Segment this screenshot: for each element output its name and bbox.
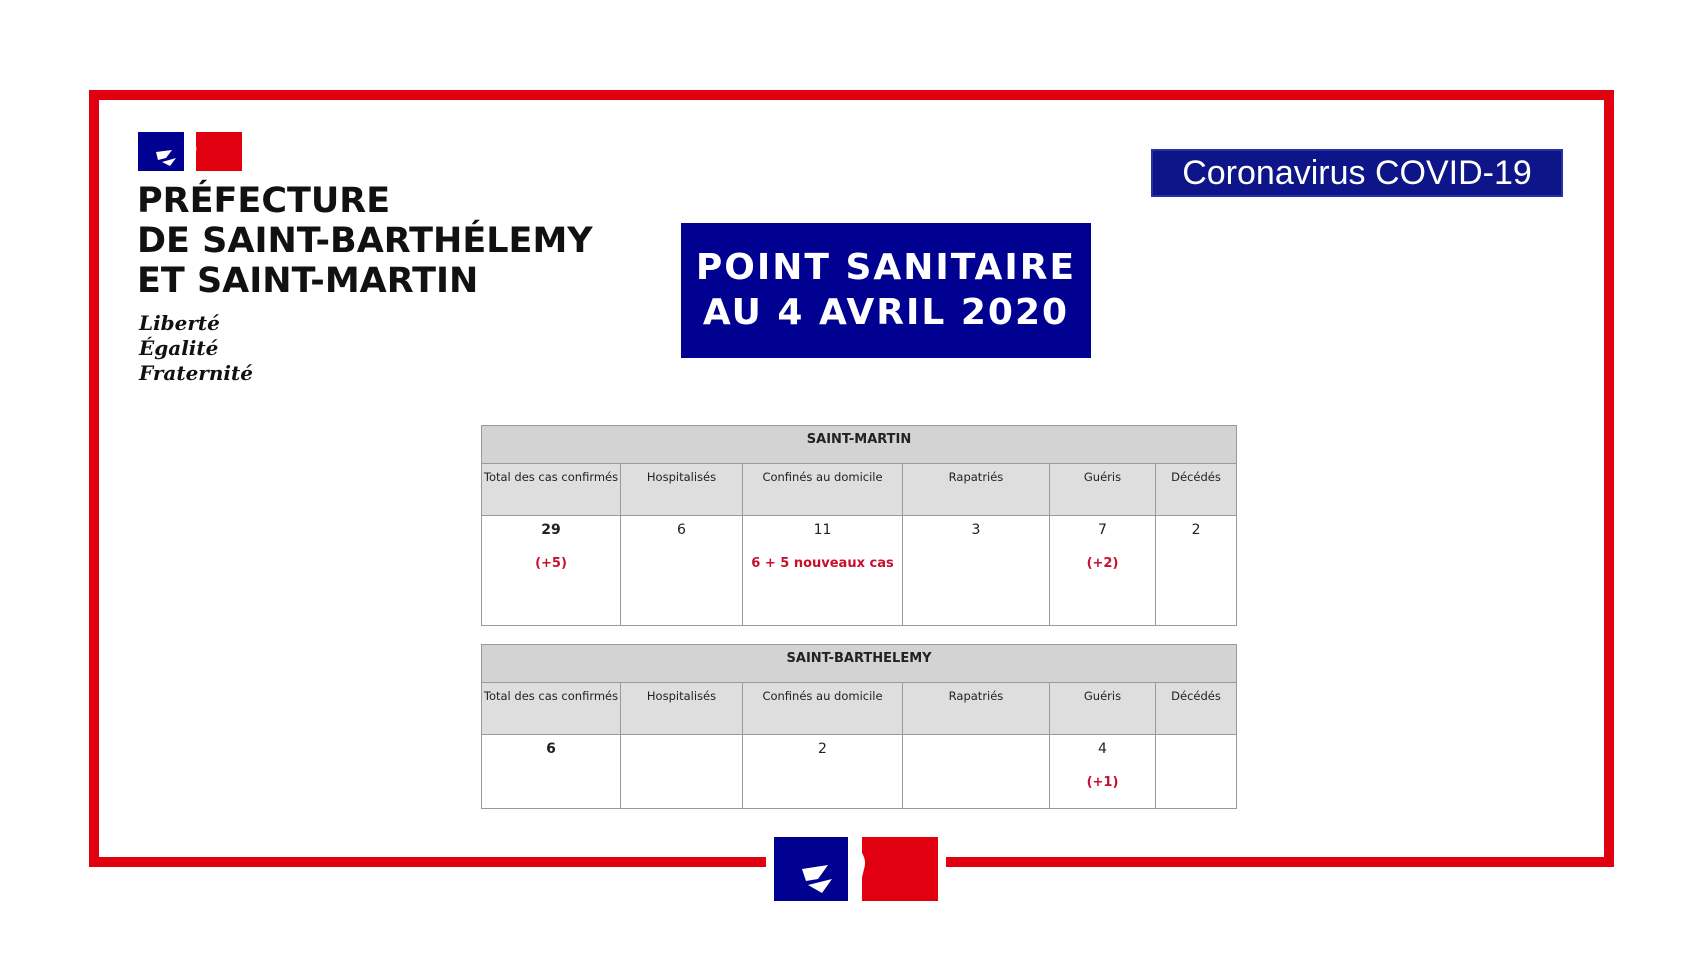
column-header: Total des cas confirmés (482, 464, 621, 516)
title-box (681, 223, 1091, 358)
column-header: Décédés (1156, 683, 1237, 735)
prefecture-line-2: DE SAINT-BARTHÉLEMY (137, 221, 593, 261)
value: 29 (541, 522, 561, 538)
column-header: Rapatriés (903, 683, 1050, 735)
column-header: Guéris (1050, 683, 1156, 735)
column-header: Décédés (1156, 464, 1237, 516)
title-line-1: POINT SANITAIRE (695, 247, 1077, 288)
cell-total (482, 735, 621, 809)
bottom-logo-backdrop (766, 837, 946, 905)
cell-gueris (1050, 516, 1156, 626)
prefecture-name (137, 181, 593, 301)
title-line-2: AU 4 AVRIL 2020 (702, 292, 1070, 333)
cell-rapatries (903, 735, 1050, 809)
delta: (+2) (1086, 556, 1119, 571)
cell-total (482, 516, 621, 626)
motto-egalite: Égalité (139, 336, 219, 360)
saint-martin-table (481, 425, 1237, 626)
column-header: Rapatriés (903, 464, 1050, 516)
cell-confines (743, 516, 903, 626)
marianne-bottom-icon (766, 837, 946, 905)
saint-barthelemy-table (481, 644, 1237, 809)
column-header: Guéris (1050, 464, 1156, 516)
motto-fraternite: Fraternité (139, 361, 253, 385)
prefecture-line-3: ET SAINT-MARTIN (137, 261, 479, 301)
delta: 6 + 5 nouveaux cas (751, 556, 894, 571)
value: 7 (1098, 522, 1107, 538)
column-header: Hospitalisés (621, 464, 743, 516)
value: 11 (813, 522, 832, 538)
value: 3 (971, 522, 981, 538)
delta: (+5) (535, 556, 567, 571)
prefecture-line-1: PRÉFECTURE (137, 181, 391, 221)
value: 6 (677, 522, 686, 538)
value (1157, 741, 1235, 759)
delta: (+1) (1086, 775, 1119, 790)
column-header: Hospitalisés (621, 683, 743, 735)
value: 6 (546, 741, 556, 757)
motto-liberte: Liberté (139, 311, 220, 335)
column-header: Confinés au domicile (743, 683, 903, 735)
cell-decedes (1156, 516, 1237, 626)
column-header: Confinés au domicile (743, 464, 903, 516)
cell-gueris (1050, 735, 1156, 809)
cell-confines (743, 735, 903, 809)
value: 2 (818, 741, 827, 757)
republic-motto (139, 311, 253, 386)
region-title: SAINT-MARTIN (482, 426, 1237, 464)
value (622, 741, 741, 759)
cell-rapatries (903, 516, 1050, 626)
region-title: SAINT-BARTHELEMY (482, 645, 1237, 683)
value: 4 (1098, 741, 1107, 757)
column-header: Total des cas confirmés (482, 683, 621, 735)
cell-decedes (1156, 735, 1237, 809)
covid-badge: Coronavirus COVID-19 (1151, 149, 1563, 197)
value (904, 741, 1048, 759)
cell-hospitalises (621, 516, 743, 626)
value: 2 (1191, 522, 1201, 538)
cell-hospitalises (621, 735, 743, 809)
marianne-logo-icon (138, 132, 242, 171)
